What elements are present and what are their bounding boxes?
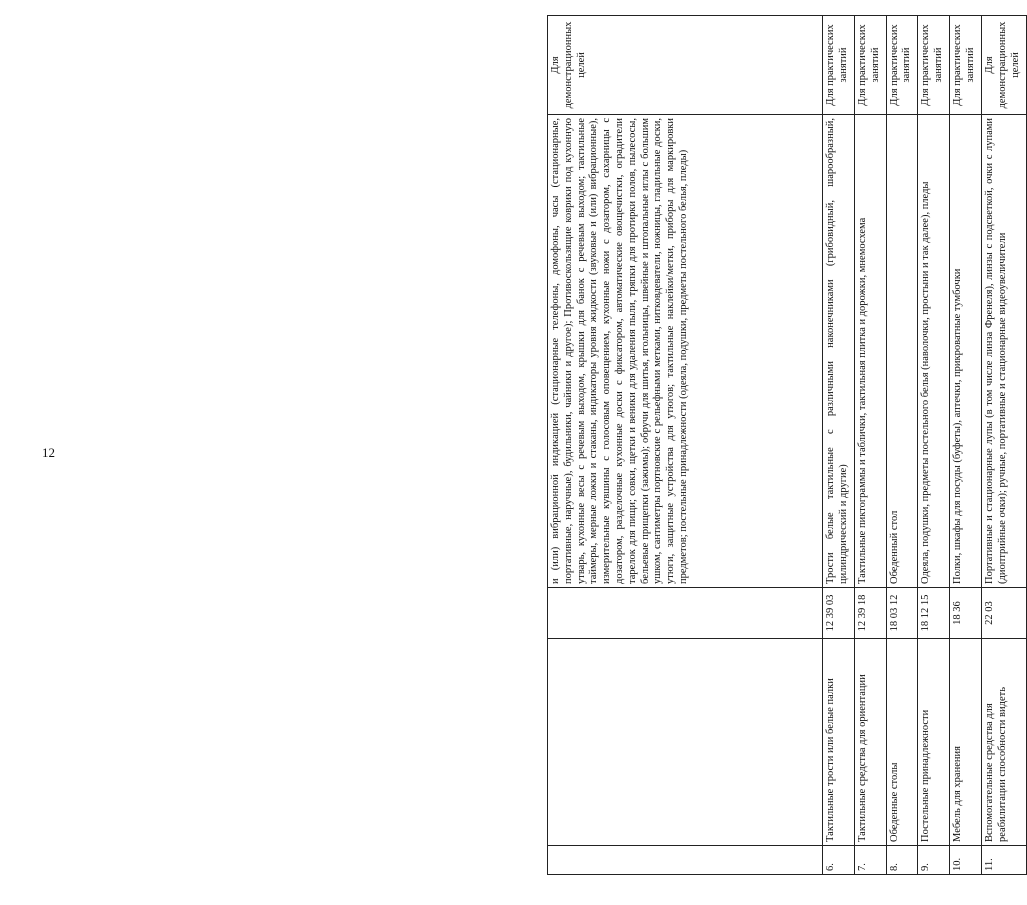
table-row	[950, 16, 982, 875]
row-name: Тактильные средства для ориентации	[854, 639, 886, 846]
row-name: Обеденные столы	[886, 639, 918, 846]
row-purpose: Для демонстрационных целей	[548, 16, 823, 115]
row-purpose: Для практических занятий	[854, 16, 886, 115]
row-description: Полки, шкафы для посуды (буфеты), аптечки, прикроватные тумбочки	[950, 115, 982, 588]
row-code: 22 03	[981, 588, 1026, 639]
row-purpose: Для практических занятий	[950, 16, 982, 115]
row-name: Мебель для хранения	[950, 639, 982, 846]
table-row	[854, 16, 886, 875]
row-description: Портативные и стационарные лупы (в том числе линза Френеля), линзы с подсветкой, очки с лупами (диоптрийные очки); ручные, портативные и стационарные видеоувеличители	[981, 115, 1026, 588]
equipment-table	[547, 15, 1027, 875]
table-row	[981, 16, 1026, 875]
table-row	[548, 16, 823, 875]
row-number: 6.	[823, 846, 855, 875]
row-number: 11.	[981, 846, 1026, 875]
row-purpose: Для практических занятий	[886, 16, 918, 115]
row-number: 10.	[950, 846, 982, 875]
rotated-table-container	[547, 15, 1027, 875]
row-name: Постельные принадлежности	[918, 639, 950, 846]
row-number: 7.	[854, 846, 886, 875]
row-name: Вспомогательные средства для реабилитации способности видеть	[981, 639, 1026, 846]
row-description: Обеденный стол	[886, 115, 918, 588]
row-name: Тактильные трости или белые палки	[823, 639, 855, 846]
row-purpose: Для практических занятий	[918, 16, 950, 115]
row-name	[548, 639, 823, 846]
row-description: и (или) вибрационной индикацией (стационарные телефоны, домофоны, часы (стационарные, портативные, наручные), будильники, чайники и другое); Противоскользящие коврики под кухонную утварь, кухонные весы с речевым выходом, крышки для банок с речевым выходом; тактильные таймеры, мерные ложки и стаканы, индикаторы уровня жидкости (звуковые и (или) вибрационные), измерительные кувшины с голосовым оповещением, кухонные ножи с дозатором, сахарницы с дозатором, разделочные кухонные доски с фиксатором, автоматические овощечистки, оградители тарелок для пищи; совки, щетки и веники для удаления пыли, тряпки для протирки полов, пылесосы, бельевые прищепки (зажимы); обручи для шитья, игольницы, швейные и штопальные иглы с большим ушком, сантиметры портновские с рельефными метками, нитковдеватели, ножницы, гладильные доски, утюги, защитные устройства для утюгов; тактильные наклейки/метки, приборы для маркировки предметов; постельные принадлежности (одеяла, подушки, предметы постельного белья, пледы)	[548, 115, 823, 588]
table-row	[918, 16, 950, 875]
row-description: Одеяла, подушки, предметы постельного белья (наволочки, простыни и так далее), пледы	[918, 115, 950, 588]
row-number: 8.	[886, 846, 918, 875]
row-code: 18 03 12	[886, 588, 918, 639]
row-description: Трости белые тактильные с различными наконечниками (грибовидный, шарообразный, цилиндрический и другие)	[823, 115, 855, 588]
row-number	[548, 846, 823, 875]
page-number: 12	[42, 445, 55, 460]
table-row	[823, 16, 855, 875]
table-row	[886, 16, 918, 875]
row-code: 12 39 03	[823, 588, 855, 639]
row-code	[548, 588, 823, 639]
row-number: 9.	[918, 846, 950, 875]
row-description: Тактильные пиктограммы и таблички, тактильная плитка и дорожки, мнемосхема	[854, 115, 886, 588]
row-code: 18 12 15	[918, 588, 950, 639]
row-code: 12 39 18	[854, 588, 886, 639]
row-code: 18 36	[950, 588, 982, 639]
row-purpose: Для практических занятий	[823, 16, 855, 115]
row-purpose: Для демонстрационных целей	[981, 16, 1026, 115]
